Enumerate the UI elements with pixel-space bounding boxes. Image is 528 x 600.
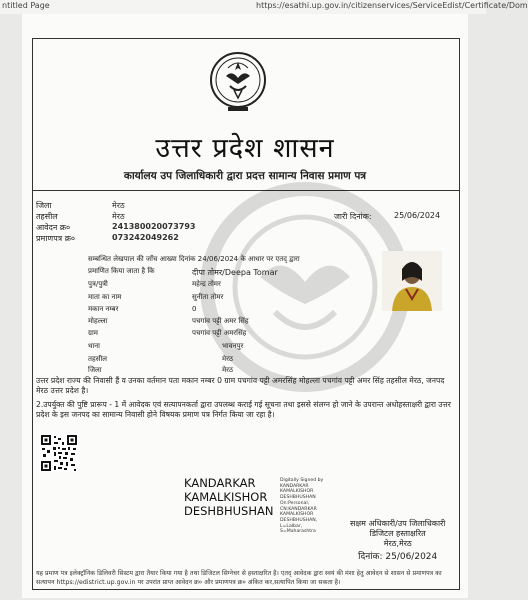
field-label: जिला xyxy=(88,366,102,374)
application-label: आवेदन क्र० xyxy=(36,223,71,232)
certificate-no-value: 073242049262 xyxy=(112,233,179,242)
qr-code-icon[interactable] xyxy=(40,434,78,472)
intro-line: सम्बन्धित लेखपाल की जाँच आख्या दिनांक 24/06/2024 के आधार पर एतद् द्वारा xyxy=(88,255,300,263)
field-value: मेरठ xyxy=(222,366,234,374)
field-value: पचगांव पट्टी अमरसिंह xyxy=(192,329,247,337)
field-label: मोहल्ला xyxy=(88,317,108,325)
certificate-subtitle: कार्यालय उप जिलाधिकारी द्वारा प्रदत्त सामान्य निवास प्रमाण पत्र xyxy=(123,170,367,182)
applicant-photo xyxy=(382,251,442,311)
page-title: उत्तर प्रदेश शासन xyxy=(155,133,335,164)
digital-sig-line: L=Lalbar, xyxy=(280,523,303,529)
certificate-no-label: प्रमाणपत्र क्र० xyxy=(36,234,75,243)
authority-block xyxy=(350,519,445,562)
browser-header xyxy=(0,0,528,14)
field-value: मेरठ xyxy=(222,355,234,363)
tab-title[interactable]: ntitled Page xyxy=(2,1,50,10)
field-value: सुनीता तोमर xyxy=(192,293,224,301)
field-label: ग्राम xyxy=(88,329,98,337)
field-value: महेन्द्र तोमर xyxy=(192,280,221,288)
field-value: दीपा तोमर/Deepa Tomar xyxy=(192,268,278,277)
field-label: थाना xyxy=(88,342,100,350)
tehsil-label: तहसील xyxy=(36,212,58,221)
issue-date-value: 25/06/2024 xyxy=(394,211,441,220)
signer-name-line: KANDARKAR xyxy=(184,476,256,490)
signer-name-line: DESHBHUSHAN xyxy=(184,504,274,518)
tehsil-value: मेरठ xyxy=(112,212,125,221)
verification-paragraph: 2.उपर्युक्त की पुष्टि प्रारूप - 1 में आवेदक एवं सत्यापनकर्ता द्वारा उपलब्ध कराई गई सूचना तथा इससे संलग्न हो जाने के उपरान्त अधोहस्ताक्षरी द्वारा उत्तर प्रदेश के इस जनपद का सामान्य निवासी होने विषयक प्रमाण पत्र निर्गत किया जा रहा है। xyxy=(36,400,451,419)
digital-sig-line: DESHBHUSHAN, xyxy=(280,517,318,523)
digital-sig-line: S=Maharashtra xyxy=(280,529,316,535)
certificate-page xyxy=(22,14,468,598)
residence-paragraph: उत्तर प्रदेश राज्य की निवासी हैं व उनका वर्तमान पता मकान नम्बर 0 ग्राम पचगांव पट्टी अमरसिंह मोहल्ला पचगांव पट्टी अमर सिंह तहसील मेरठ, जनपद मेरठ उत्तर प्रदेश है। xyxy=(36,376,445,395)
field-label: माता का नाम xyxy=(88,293,122,301)
footer-note: यह प्रमाण पत्र इलेक्ट्रॉनिक डिलिवरी सिस्टम द्वारा तैयार किया गया है तथा डिजिटल सिग्नेचर से हस्ताक्षरित है। एतद् आवेदक द्वारा स्वयं की मंशा हेतु आवेदन से शासन से प्रमाणपत्र का सत्यापन https://edistrict.up.gov.in पर उपरांत प्राप्त आवेदन क्र० और प्रमाणपत्र क्र० अंकित कर,सत्यापित किया जा सकता है। xyxy=(36,570,442,586)
field-value: भावनपुर xyxy=(222,342,244,350)
application-value: 241380020073793 xyxy=(112,222,196,231)
digital-sig-line: KANDARKAR xyxy=(280,483,309,489)
field-label: पुत्र/पुत्री xyxy=(88,280,108,288)
field-label: मकान नम्बर xyxy=(88,305,119,313)
signer-name xyxy=(184,476,273,518)
url-text[interactable]: https://esathi.up.gov.in/citizenservices/ServiceEdist/Certificate/Dom xyxy=(256,1,528,10)
authority-place: मेरठ,मेरठ xyxy=(383,539,412,548)
authority-signed: डिजिटल हस्ताक्षरित xyxy=(369,529,426,538)
up-govt-emblem-icon xyxy=(208,50,268,114)
authority-date xyxy=(350,552,445,562)
field-value: पचगांव पट्टी अमर सिंह xyxy=(192,317,249,325)
field-label: प्रमाणित किया जाता है कि xyxy=(88,267,155,275)
digital-signature-details xyxy=(280,478,323,535)
field-value: 0 xyxy=(192,305,197,313)
digital-sig-line: Digitally Signed by xyxy=(280,478,324,483)
digital-sig-line: On:Personal, xyxy=(280,500,310,506)
digital-sig-line: CN:KANDARKAR xyxy=(280,506,317,512)
digital-sig-line: DESHBHUSHAN xyxy=(280,495,316,501)
field-label: तहसील xyxy=(88,355,107,363)
digital-sig-line: KAMALKISHOR xyxy=(280,489,314,495)
digital-sig-line: KAMALKISHOR xyxy=(280,512,314,518)
authority-title: सक्षम अधिकारी/उप जिलाधिकारी xyxy=(350,519,446,528)
authority-date-value: 25/06/2024 xyxy=(385,552,438,562)
district-label: जिला xyxy=(36,201,52,210)
authority-date-label: दिनांक: xyxy=(358,552,383,562)
district-value: मेरठ xyxy=(112,201,125,210)
issue-date-label: जारी दिनांक: xyxy=(334,212,372,221)
signer-name-line: KAMALKISHOR xyxy=(184,490,268,504)
